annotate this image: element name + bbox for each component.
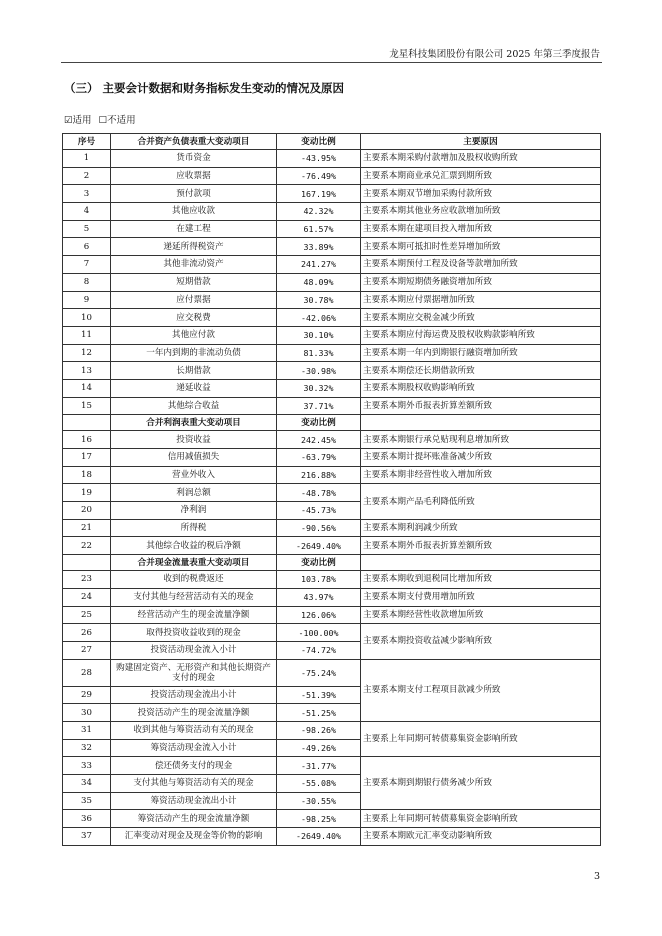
table-row (63, 624, 601, 642)
change-ratio: 126.06% (277, 606, 361, 624)
item-name: 应付票据 (111, 291, 277, 309)
main-reason: 主要系本期应付海运费及股权收购款影响所致 (361, 326, 601, 344)
row-number: 12 (63, 344, 111, 362)
change-ratio: 216.88% (277, 466, 361, 484)
change-header: 变动比例 (277, 415, 361, 431)
change-ratio: -98.25% (277, 810, 361, 828)
item-name: 筹资活动产生的现金流量净额 (111, 810, 277, 828)
item-name: 其他应收款 (111, 203, 277, 221)
main-reason: 主要系本期外币报表折算差额所致 (361, 397, 601, 415)
change-ratio: 241.27% (277, 256, 361, 274)
main-reason: 主要系本期股权收购影响所致 (361, 379, 601, 397)
table-row (63, 721, 601, 739)
row-number: 36 (63, 810, 111, 828)
change-ratio: -43.95% (277, 150, 361, 168)
change-header: 变动比例 (277, 134, 361, 150)
table-row (63, 659, 601, 686)
main-reason: 主要系本期外币报表折算差额所致 (361, 537, 601, 555)
change-ratio: 242.45% (277, 431, 361, 449)
row-number: 22 (63, 537, 111, 555)
table-row (63, 185, 601, 203)
main-reason: 主要系本期计提坏账准备减少所致 (361, 449, 601, 467)
row-number: 26 (63, 624, 111, 642)
change-ratio: 81.33% (277, 344, 361, 362)
row-number: 16 (63, 431, 111, 449)
table-row (63, 606, 601, 624)
row-number: 8 (63, 273, 111, 291)
item-name: 所得税 (111, 519, 277, 537)
change-ratio: -90.56% (277, 519, 361, 537)
item-name: 投资活动产生的现金流量净额 (111, 704, 277, 722)
main-reason: 主要系本期其他业务应收款增加所致 (361, 203, 601, 221)
row-number: 25 (63, 606, 111, 624)
main-reason: 主要系本期非经营性收入增加所致 (361, 466, 601, 484)
table-row (63, 167, 601, 185)
table-row (63, 238, 601, 256)
table-row (63, 344, 601, 362)
item-name: 信用减值损失 (111, 449, 277, 467)
row-number: 2 (63, 167, 111, 185)
row-number: 30 (63, 704, 111, 722)
change-ratio: -63.79% (277, 449, 361, 467)
row-number: 4 (63, 203, 111, 221)
row-number: 29 (63, 686, 111, 704)
change-ratio: -51.39% (277, 686, 361, 704)
row-number: 10 (63, 309, 111, 327)
section-title: （三） 主要会计数据和财务指标发生变动的情况及原因 (64, 81, 345, 95)
table-row (63, 828, 601, 846)
row-number: 31 (63, 721, 111, 739)
item-name: 投资收益 (111, 431, 277, 449)
change-ratio: -49.26% (277, 739, 361, 757)
main-reason: 主要系本期短期债务融资增加所致 (361, 273, 601, 291)
change-ratio: 30.78% (277, 291, 361, 309)
change-ratio: 61.57% (277, 220, 361, 238)
table-row (63, 466, 601, 484)
item-name: 一年内到期的非流动负债 (111, 344, 277, 362)
change-ratio: -30.55% (277, 792, 361, 810)
reason-blank (361, 415, 601, 431)
table-row (63, 379, 601, 397)
main-reason: 主要系本期应付票据增加所致 (361, 291, 601, 309)
main-reason: 主要系本期偿还长期借款所致 (361, 362, 601, 380)
table-row (63, 397, 601, 415)
main-reason: 主要系本期到期银行债务减少所致 (361, 757, 601, 810)
item-name: 净利润 (111, 502, 277, 520)
item-name: 收到其他与筹资活动有关的现金 (111, 721, 277, 739)
row-number: 17 (63, 449, 111, 467)
row-number: 27 (63, 641, 111, 659)
main-reason: 主要系本期可抵扣时性差异增加所致 (361, 238, 601, 256)
seq-header: 序号 (63, 134, 111, 150)
item-name: 其他应付款 (111, 326, 277, 344)
table-row (63, 362, 601, 380)
item-name: 在建工程 (111, 220, 277, 238)
change-ratio: -30.98% (277, 362, 361, 380)
main-reason: 主要系上年同期可转债募集资金影响所致 (361, 810, 601, 828)
income-section-header: 合并利润表重大变动项目 (111, 415, 277, 431)
row-number: 15 (63, 397, 111, 415)
reason-header: 主要原因 (361, 134, 601, 150)
row-number: 1 (63, 150, 111, 168)
main-reason: 主要系本期一年内到期银行融资增加所致 (361, 344, 601, 362)
not-applicable-checkbox[interactable]: ☐不适用 (98, 115, 136, 126)
item-name: 其他综合收益的税后净额 (111, 537, 277, 555)
main-reason: 主要系本期商业承兑汇票到期所致 (361, 167, 601, 185)
table-row (63, 449, 601, 467)
main-reason: 主要系本期欧元汇率变动影响所致 (361, 828, 601, 846)
row-number: 35 (63, 792, 111, 810)
main-reason: 主要系本期双节增加采购付款所致 (361, 185, 601, 203)
change-ratio: -51.25% (277, 704, 361, 722)
row-number: 7 (63, 256, 111, 274)
table-row (63, 588, 601, 606)
row-number: 6 (63, 238, 111, 256)
row-number: 23 (63, 571, 111, 589)
change-ratio: 42.32% (277, 203, 361, 221)
main-reason: 主要系本期经营性收款增加所致 (361, 606, 601, 624)
item-name: 利润总额 (111, 484, 277, 502)
row-number: 32 (63, 739, 111, 757)
balance-section-header: 合并资产负债表重大变动项目 (111, 134, 277, 150)
change-ratio: -45.73% (277, 502, 361, 520)
applicability-options (64, 112, 140, 126)
main-reason: 主要系本期应交税金减少所致 (361, 309, 601, 327)
change-ratio: -55.08% (277, 775, 361, 793)
item-name: 收到的税费返还 (111, 571, 277, 589)
item-name: 递延收益 (111, 379, 277, 397)
main-reason: 主要系本期收到退税同比增加所致 (361, 571, 601, 589)
change-ratio: -100.00% (277, 624, 361, 642)
item-name: 货币资金 (111, 150, 277, 168)
main-reason: 主要系本期预付工程及设备等款增加所致 (361, 256, 601, 274)
change-ratio: -48.78% (277, 484, 361, 502)
item-name: 其他非流动资产 (111, 256, 277, 274)
item-name: 筹资活动现金流入小计 (111, 739, 277, 757)
item-name: 投资活动现金流入小计 (111, 641, 277, 659)
item-name: 其他综合收益 (111, 397, 277, 415)
item-name: 经营活动产生的现金流量净额 (111, 606, 277, 624)
row-number: 24 (63, 588, 111, 606)
change-ratio: 30.32% (277, 379, 361, 397)
row-number: 21 (63, 519, 111, 537)
item-name: 预付款项 (111, 185, 277, 203)
report-header: 龙星科技集团股份有限公司 2025 年第三季度报告 (389, 49, 600, 60)
item-name: 取得投资收益收到的现金 (111, 624, 277, 642)
item-name: 购建固定资产、无形资产和其他长期资产支付的现金 (111, 659, 277, 686)
table-row (63, 519, 601, 537)
cash-section-header-row (63, 555, 601, 571)
change-ratio: -2649.40% (277, 828, 361, 846)
change-ratio: -42.06% (277, 309, 361, 327)
main-reason: 主要系本期采购付款增加及股权收购所致 (361, 150, 601, 168)
table-row (63, 309, 601, 327)
reason-blank (361, 555, 601, 571)
change-ratio: 167.19% (277, 185, 361, 203)
change-header: 变动比例 (277, 555, 361, 571)
page-number: 3 (594, 871, 601, 882)
change-ratio: -2649.40% (277, 537, 361, 555)
change-ratio: 43.97% (277, 588, 361, 606)
item-name: 应交税费 (111, 309, 277, 327)
change-ratio: 48.09% (277, 273, 361, 291)
table-row (63, 291, 601, 309)
item-name: 应收票据 (111, 167, 277, 185)
table-row (63, 757, 601, 775)
item-name: 筹资活动现金流出小计 (111, 792, 277, 810)
item-name: 汇率变动对现金及现金等价物的影响 (111, 828, 277, 846)
row-number: 18 (63, 466, 111, 484)
table-row (63, 431, 601, 449)
change-ratio: -31.77% (277, 757, 361, 775)
row-number: 19 (63, 484, 111, 502)
item-name: 支付其他与经营活动有关的现金 (111, 588, 277, 606)
change-ratio: 103.78% (277, 571, 361, 589)
change-ratio: 37.71% (277, 397, 361, 415)
row-number: 20 (63, 502, 111, 520)
table-row (63, 571, 601, 589)
row-number: 37 (63, 828, 111, 846)
row-number: 5 (63, 220, 111, 238)
item-name: 投资活动现金流出小计 (111, 686, 277, 704)
change-ratio: -74.72% (277, 641, 361, 659)
row-number: 33 (63, 757, 111, 775)
item-name: 短期借款 (111, 273, 277, 291)
row-number: 28 (63, 659, 111, 686)
row-number: 34 (63, 775, 111, 793)
row-number: 9 (63, 291, 111, 309)
applicable-checkbox[interactable]: ☑适用 (64, 115, 92, 126)
row-number: 13 (63, 362, 111, 380)
item-name: 支付其他与筹资活动有关的现金 (111, 775, 277, 793)
main-reason: 主要系本期产品毛利降低所致 (361, 484, 601, 519)
table-row (63, 150, 601, 168)
table-row (63, 273, 601, 291)
item-name: 长期借款 (111, 362, 277, 380)
table-row (63, 203, 601, 221)
main-reason: 主要系上年同期可转债募集资金影响所致 (361, 721, 601, 756)
item-name: 偿还债务支付的现金 (111, 757, 277, 775)
change-ratio: 33.89% (277, 238, 361, 256)
seq-blank (63, 415, 111, 431)
table-row (63, 256, 601, 274)
main-reason: 主要系本期支付费用增加所致 (361, 588, 601, 606)
header-divider (61, 62, 602, 63)
item-name: 递延所得税资产 (111, 238, 277, 256)
table-row (63, 810, 601, 828)
income-section-header-row (63, 415, 601, 431)
change-ratio: -98.26% (277, 721, 361, 739)
row-number: 14 (63, 379, 111, 397)
main-reason: 主要系本期支付工程项目款减少所致 (361, 659, 601, 721)
financial-change-table (62, 133, 601, 846)
main-reason: 主要系本期在建项目投入增加所致 (361, 220, 601, 238)
main-reason: 主要系本期利润减少所致 (361, 519, 601, 537)
change-ratio: 30.10% (277, 326, 361, 344)
main-reason: 主要系本期银行承兑贴现利息增加所致 (361, 431, 601, 449)
table-row (63, 537, 601, 555)
table-row (63, 484, 601, 502)
seq-blank (63, 555, 111, 571)
row-number: 11 (63, 326, 111, 344)
table-row (63, 326, 601, 344)
table-row (63, 220, 601, 238)
change-ratio: -76.49% (277, 167, 361, 185)
cash-section-header: 合并现金流量表重大变动项目 (111, 555, 277, 571)
change-ratio: -75.24% (277, 659, 361, 686)
main-reason: 主要系本期投资收益减少影响所致 (361, 624, 601, 659)
item-name: 营业外收入 (111, 466, 277, 484)
table-header-row (63, 134, 601, 150)
row-number: 3 (63, 185, 111, 203)
